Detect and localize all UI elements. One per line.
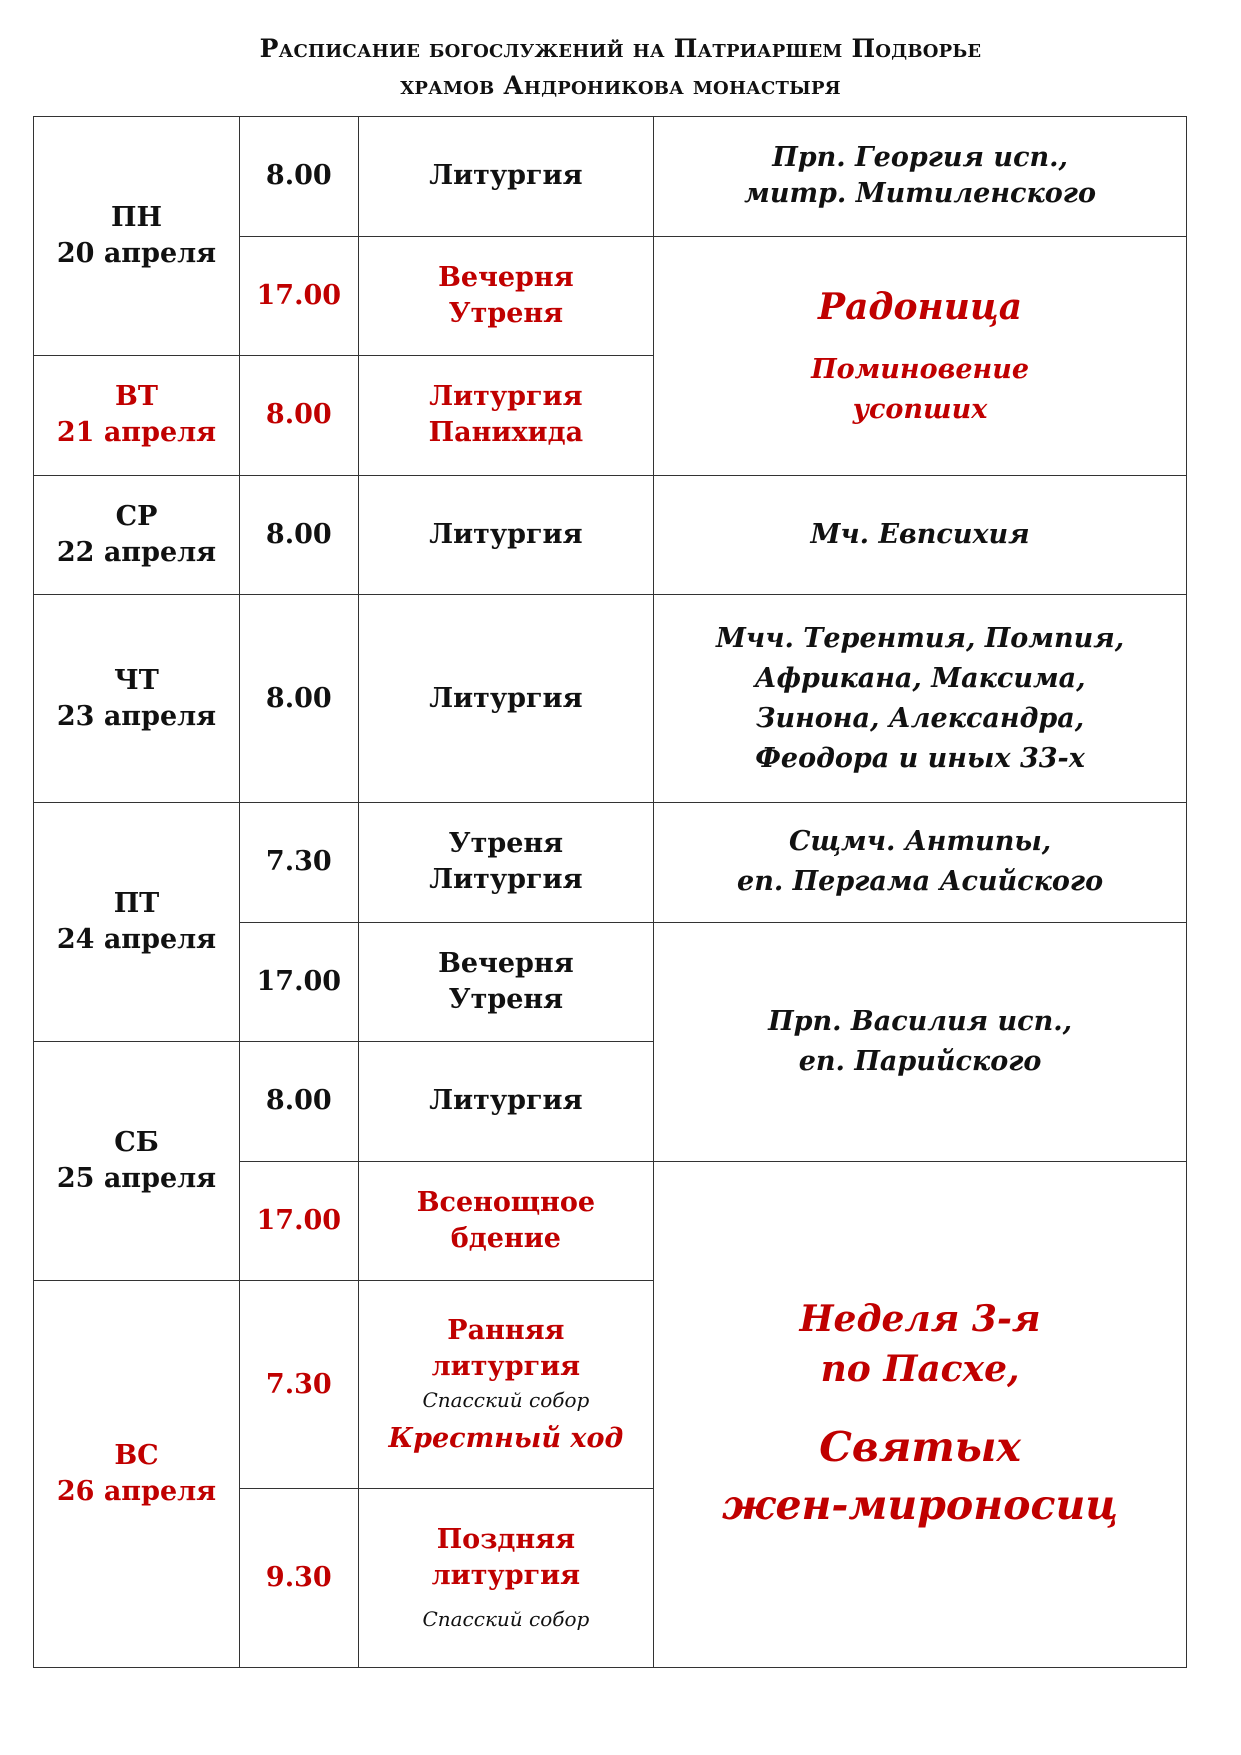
service-time: 8.00	[239, 595, 358, 803]
feast-cell	[654, 922, 1187, 1161]
service-name: литургия	[431, 1560, 581, 1592]
feast-line: еп. Пергама Асийского	[737, 866, 1104, 898]
day-abbr: ПН	[110, 202, 162, 234]
day-cell-fri	[34, 803, 240, 1042]
feast-cell-myrrhbearers	[654, 1161, 1187, 1667]
service-time: 8.00	[239, 356, 358, 476]
feast-line: Мчч. Терентия, Помпия,	[716, 622, 1125, 654]
service-time: 7.30	[239, 1281, 358, 1489]
feast-cell-radonitsa	[654, 236, 1187, 475]
service-name: Литургия	[429, 381, 583, 413]
feast-line: Зинона, Александра,	[756, 702, 1085, 734]
service-name-cell	[358, 475, 654, 595]
service-time: 8.00	[239, 1042, 358, 1162]
page-title	[0, 30, 1241, 104]
feast-line: Прп. Георгия исп.,	[772, 142, 1068, 174]
service-name: Поздняя	[436, 1524, 576, 1556]
service-place: Спасский собор	[422, 1387, 590, 1412]
service-name-cell	[358, 236, 654, 356]
service-name-cell	[358, 117, 654, 237]
day-date: 25 апреля	[56, 1163, 217, 1195]
service-time: 7.30	[239, 803, 358, 923]
day-cell-sat	[34, 1042, 240, 1281]
feast-line: по Пасхе,	[820, 1348, 1020, 1391]
feast-cell	[654, 803, 1187, 923]
service-name-cell	[358, 595, 654, 803]
feast-cell	[654, 595, 1187, 803]
service-time: 9.30	[239, 1489, 358, 1668]
table-row	[34, 803, 1187, 923]
feast-line: Мч. Евпсихия	[810, 518, 1030, 550]
service-name: Литургия	[429, 1085, 583, 1117]
service-name: Литургия	[429, 160, 583, 192]
day-date: 20 апреля	[56, 238, 217, 270]
service-name-cell	[358, 922, 654, 1042]
service-name: Литургия	[429, 864, 583, 896]
feast-cell	[654, 117, 1187, 237]
service-name: Ранняя	[447, 1314, 565, 1346]
service-name-cell	[358, 1161, 654, 1281]
service-name: Вечерня	[438, 261, 574, 293]
service-place: Спасский собор	[422, 1607, 590, 1632]
day-cell-sun	[34, 1281, 240, 1668]
service-name: Литургия	[429, 518, 583, 550]
service-name-cell	[358, 1042, 654, 1162]
service-name: Литургия	[429, 682, 583, 714]
feast-line: Африкана, Максима,	[754, 662, 1086, 694]
table-row	[34, 117, 1187, 237]
service-name: Утреня	[448, 297, 564, 329]
service-name-cell	[358, 803, 654, 923]
day-cell-thu	[34, 595, 240, 803]
service-name: Всенощное	[416, 1187, 596, 1219]
service-time: 8.00	[239, 475, 358, 595]
title-line-1: Расписание богослужений на Патриаршем Подворье	[259, 34, 982, 63]
day-cell-tue	[34, 356, 240, 476]
feast-title: Святых	[819, 1423, 1021, 1472]
feast-line: Неделя 3-я	[799, 1298, 1041, 1341]
feast-title: жен-мироносиц	[721, 1481, 1119, 1530]
service-name-cell	[358, 1281, 654, 1489]
feast-line: Феодора и иных 33-х	[755, 742, 1085, 774]
feast-line: усопших	[852, 393, 988, 425]
feast-line: еп. Парийского	[798, 1045, 1042, 1077]
day-abbr: ПТ	[113, 888, 160, 920]
service-name: Вечерня	[438, 947, 574, 979]
service-name-cell	[358, 1489, 654, 1668]
day-date: 26 апреля	[56, 1476, 217, 1508]
service-time: 17.00	[239, 1161, 358, 1281]
service-name: Утреня	[448, 828, 564, 860]
feast-line: Поминовение	[811, 353, 1030, 385]
day-date: 23 апреля	[56, 700, 217, 732]
day-date: 21 апреля	[56, 417, 217, 449]
feast-cell	[654, 475, 1187, 595]
service-name: бдение	[450, 1223, 561, 1255]
service-name: Панихида	[428, 417, 584, 449]
service-time: 17.00	[239, 236, 358, 356]
day-abbr: ВС	[114, 1440, 159, 1472]
feast-line: Сщмч. Антипы,	[788, 826, 1052, 858]
day-abbr: СР	[115, 500, 158, 532]
day-cell-mon	[34, 117, 240, 356]
day-abbr: СБ	[114, 1127, 159, 1159]
service-time: 17.00	[239, 922, 358, 1042]
day-abbr: ЧТ	[114, 664, 159, 696]
title-line-2: храмов Андроникова монастыря	[400, 71, 841, 100]
service-name: Утреня	[448, 983, 564, 1015]
table-row	[34, 475, 1187, 595]
procession-label: Крестный ход	[388, 1422, 624, 1454]
day-date: 24 апреля	[56, 924, 217, 956]
service-name: литургия	[431, 1350, 581, 1382]
day-date: 22 апреля	[56, 536, 217, 568]
service-name-cell	[358, 356, 654, 476]
feast-line: митр. Митиленского	[744, 178, 1096, 210]
day-cell-wed	[34, 475, 240, 595]
feast-title: Радоница	[818, 285, 1023, 328]
schedule-table	[33, 116, 1187, 1668]
day-abbr: ВТ	[115, 381, 158, 413]
table-row	[34, 595, 1187, 803]
feast-line: Прп. Василия исп.,	[768, 1005, 1073, 1037]
service-time: 8.00	[239, 117, 358, 237]
